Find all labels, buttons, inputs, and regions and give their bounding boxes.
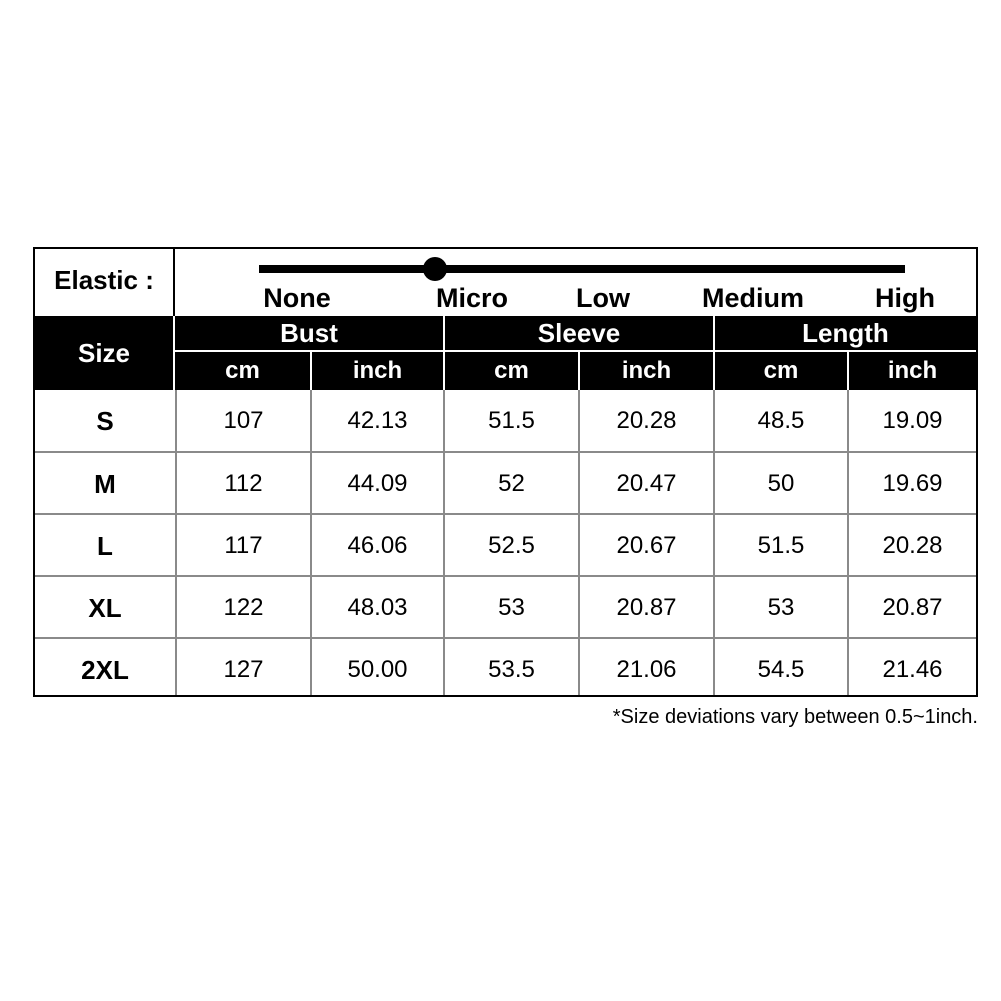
size-cell: L [97,530,113,561]
bust-group-header: Bust [175,316,443,352]
sleeve-inch-cell: 20.87 [616,594,677,621]
sleeve-cm-cell: 53 [498,594,525,621]
sleeve-inch-cell: 21.06 [616,656,677,683]
bust-inch-header: inch [352,357,403,384]
length-cm-cell: 48.5 [757,407,805,434]
sleeve-inch-cell: 20.28 [616,407,677,434]
sleeve-inch-cell: 20.67 [616,532,677,559]
size-chart-table [33,247,978,697]
length-cm-cell: 50 [767,470,795,497]
size-column-header: Size [35,316,175,390]
table-row [35,515,976,577]
length-inch-cell: 19.69 [882,470,943,497]
bust-cm-cell: 112 [224,470,263,497]
bust-inch-cell: 50.00 [347,656,408,683]
elastic-indicator-knob [423,257,447,281]
size-cell: 2XL [81,654,129,685]
bust-inch-cell: 42.13 [347,407,408,434]
sleeve-cm-cell: 51.5 [488,407,535,434]
bust-inch-cell: 46.06 [347,532,408,559]
bust-cm-cell: 107 [223,407,264,434]
length-cm-cell: 54.5 [757,656,805,683]
length-inch-header: inch [887,357,938,384]
elastic-level-medium: Medium [701,283,805,313]
elastic-scale [175,249,976,316]
length-cm-cell: 51.5 [757,532,805,559]
bust-cm-cell: 122 [223,594,264,621]
sleeve-inch-header: inch [621,357,672,384]
length-inch-cell: 20.87 [882,594,943,621]
length-cm-cell: 53 [767,594,795,621]
bust-inch-cell: 48.03 [347,594,408,621]
length-inch-cell: 19.09 [882,407,943,434]
elastic-level-micro: Micro [435,283,509,313]
length-inch-cell: 21.46 [882,656,943,683]
table-row [35,577,976,639]
elastic-level-high: High [875,283,935,313]
elastic-label: Elastic : [35,249,175,316]
bust-cm-header: cm [225,357,260,384]
sleeve-cm-cell: 52.5 [488,532,535,559]
sleeve-group-header: Sleeve [445,316,713,352]
bust-cm-cell: 127 [223,656,264,683]
length-inch-cell: 20.28 [882,532,943,559]
size-deviation-footnote: *Size deviations vary between 0.5~1inch. [612,706,978,728]
sleeve-inch-cell: 20.47 [616,470,677,497]
bust-cm-cell: 117 [224,532,263,559]
elastic-row [35,249,976,316]
elastic-level-low: Low [576,283,630,313]
table-row [35,390,976,452]
table-row [35,453,976,515]
length-group-header: Length [715,316,976,352]
size-cell: S [96,405,114,436]
table-row [35,639,976,701]
sleeve-cm-cell: 53.5 [488,656,535,683]
bust-inch-cell: 44.09 [347,470,408,497]
table-header [35,316,976,390]
size-cell: XL [88,592,122,623]
size-cell: M [94,468,116,499]
elastic-scale-line [259,265,905,273]
length-cm-header: cm [763,357,799,384]
sleeve-cm-header: cm [494,357,529,384]
elastic-level-none: None [263,283,331,313]
sleeve-cm-cell: 52 [498,470,525,497]
